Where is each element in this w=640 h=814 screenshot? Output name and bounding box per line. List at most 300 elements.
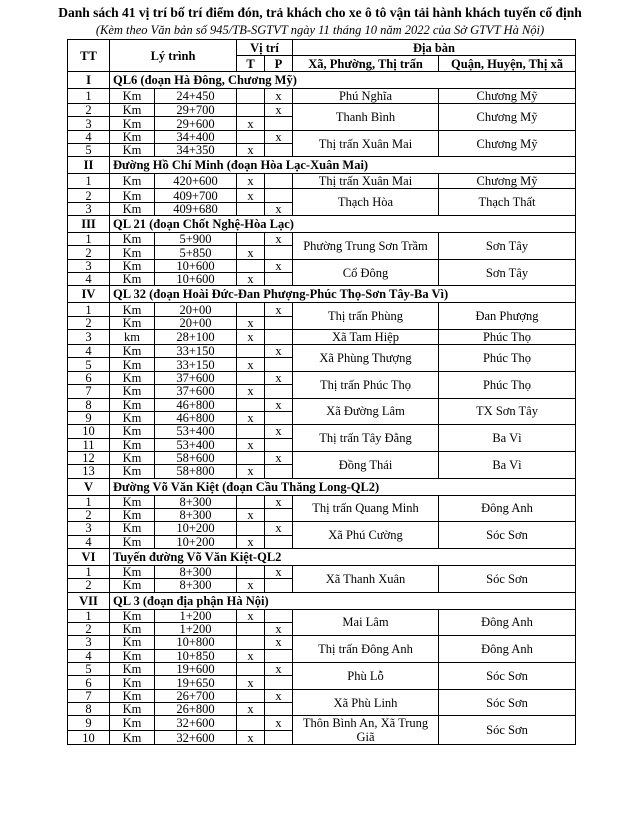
table-row <box>68 398 576 411</box>
row-number: 10 <box>68 425 110 438</box>
position-t-mark: x <box>237 144 265 157</box>
km-unit: Km <box>110 508 155 521</box>
km-unit: Km <box>110 202 155 215</box>
table-row <box>68 663 576 676</box>
row-number: 2 <box>68 246 110 259</box>
section-name: QL6 (đoạn Hà Đông, Chương Mỹ) <box>110 72 576 89</box>
section-row <box>68 286 576 303</box>
position-p-mark <box>265 676 293 689</box>
table-row <box>68 104 576 117</box>
km-value: 10+800 <box>155 636 237 649</box>
table-row <box>68 522 576 535</box>
km-unit: Km <box>110 104 155 117</box>
row-number: 2 <box>68 189 110 202</box>
header-tt: TT <box>68 40 110 72</box>
table-row <box>68 636 576 649</box>
section-name: Đường Hồ Chí Minh (đoạn Hòa Lạc-Xuân Mai) <box>110 157 576 174</box>
commune-cell: Thị trấn Xuân Mai <box>293 130 439 157</box>
km-value: 29+700 <box>155 104 237 117</box>
km-value: 29+600 <box>155 117 237 130</box>
header-ly-trinh: Lý trình <box>110 40 237 72</box>
district-cell: Sóc Sơn <box>439 565 576 592</box>
district-cell: Đan Phượng <box>439 303 576 330</box>
km-value: 53+400 <box>155 438 237 451</box>
section-number: V <box>68 478 110 495</box>
row-number: 2 <box>68 579 110 592</box>
position-p-mark: x <box>265 565 293 578</box>
km-unit: Km <box>110 233 155 246</box>
row-number: 13 <box>68 465 110 478</box>
km-value: 8+300 <box>155 579 237 592</box>
row-number: 1 <box>68 565 110 578</box>
position-p-mark <box>265 508 293 521</box>
section-number: II <box>68 157 110 174</box>
district-cell: Phúc Thọ <box>439 345 576 372</box>
table-row <box>68 233 576 246</box>
row-number: 4 <box>68 273 110 286</box>
table-row <box>68 716 576 731</box>
position-p-mark <box>265 730 293 745</box>
commune-cell: Thị trấn Phùng <box>293 303 439 330</box>
km-value: 19+650 <box>155 676 237 689</box>
section-name: Đường Võ Văn Kiệt (đoạn Cầu Thăng Long-QL2) <box>110 478 576 495</box>
km-unit: Km <box>110 89 155 104</box>
km-unit: Km <box>110 411 155 424</box>
km-unit: Km <box>110 358 155 371</box>
km-value: 34+400 <box>155 130 237 143</box>
commune-cell: Xã Đường Lâm <box>293 398 439 425</box>
district-cell: TX Sơn Tây <box>439 398 576 425</box>
position-p-mark: x <box>265 522 293 535</box>
km-unit: Km <box>110 425 155 438</box>
table-row <box>68 259 576 272</box>
header-t: T <box>237 56 265 72</box>
km-value: 33+150 <box>155 345 237 358</box>
km-unit: Km <box>110 189 155 202</box>
table-row <box>68 565 576 578</box>
km-value: 10+850 <box>155 649 237 662</box>
km-value: 1+200 <box>155 609 237 622</box>
km-unit: Km <box>110 465 155 478</box>
table-row <box>68 174 576 189</box>
km-value: 5+900 <box>155 233 237 246</box>
km-value: 58+600 <box>155 451 237 464</box>
table-row <box>68 371 576 384</box>
position-t-mark: x <box>237 385 265 398</box>
row-number: 3 <box>68 522 110 535</box>
position-p-mark: x <box>265 636 293 649</box>
row-number: 12 <box>68 451 110 464</box>
district-cell: Đông Anh <box>439 495 576 522</box>
commune-cell: Xã Tam Hiệp <box>293 330 439 345</box>
row-number: 8 <box>68 703 110 716</box>
row-number: 11 <box>68 438 110 451</box>
km-value: 10+600 <box>155 259 237 272</box>
position-t-mark <box>237 636 265 649</box>
row-number: 3 <box>68 636 110 649</box>
position-t-mark <box>237 259 265 272</box>
position-p-mark: x <box>265 398 293 411</box>
position-p-mark: x <box>265 689 293 702</box>
district-cell: Phúc Thọ <box>439 371 576 398</box>
position-p-mark <box>265 411 293 424</box>
position-t-mark <box>237 565 265 578</box>
district-cell: Sóc Sơn <box>439 716 576 745</box>
district-cell: Chương Mỹ <box>439 130 576 157</box>
position-t-mark: x <box>237 438 265 451</box>
position-p-mark <box>265 273 293 286</box>
row-number: 4 <box>68 345 110 358</box>
position-p-mark <box>265 174 293 189</box>
km-unit: km <box>110 330 155 345</box>
position-p-mark: x <box>265 371 293 384</box>
position-p-mark: x <box>265 259 293 272</box>
km-unit: Km <box>110 174 155 189</box>
position-t-mark: x <box>237 273 265 286</box>
section-row <box>68 157 576 174</box>
row-number: 5 <box>68 663 110 676</box>
district-cell: Phúc Thọ <box>439 330 576 345</box>
km-unit: Km <box>110 259 155 272</box>
position-p-mark <box>265 609 293 622</box>
district-cell: Ba Vì <box>439 425 576 452</box>
km-value: 37+600 <box>155 385 237 398</box>
table-row <box>68 609 576 622</box>
row-number: 2 <box>68 622 110 635</box>
district-cell: Đông Anh <box>439 636 576 663</box>
km-value: 420+600 <box>155 174 237 189</box>
position-p-mark: x <box>265 716 293 731</box>
section-name: QL 3 (đoạn địa phận Hà Nội) <box>110 592 576 609</box>
position-t-mark: x <box>237 703 265 716</box>
km-unit: Km <box>110 676 155 689</box>
commune-cell: Thị trấn Đông Anh <box>293 636 439 663</box>
table-row <box>68 330 576 345</box>
commune-cell: Xã Thanh Xuân <box>293 565 439 592</box>
km-unit: Km <box>110 385 155 398</box>
position-t-mark <box>237 716 265 731</box>
commune-cell: Thanh Bình <box>293 104 439 131</box>
position-p-mark <box>265 535 293 548</box>
table-row <box>68 345 576 358</box>
district-cell: Chương Mỹ <box>439 104 576 131</box>
commune-cell: Mai Lâm <box>293 609 439 636</box>
row-number: 6 <box>68 676 110 689</box>
km-value: 20+00 <box>155 316 237 329</box>
commune-cell: Đồng Thái <box>293 451 439 478</box>
position-t-mark <box>237 522 265 535</box>
position-p-mark <box>265 189 293 202</box>
row-number: 2 <box>68 316 110 329</box>
row-number: 1 <box>68 174 110 189</box>
km-value: 20+00 <box>155 303 237 316</box>
km-value: 24+450 <box>155 89 237 104</box>
document-subtitle: (Kèm theo Văn bản số 945/TB-SGTVT ngày 11 tháng 10 năm 2022 của Sở GTVT Hà Nội) <box>95 23 545 37</box>
row-number: 1 <box>68 89 110 104</box>
commune-cell: Phường Trung Sơn Trầm <box>293 233 439 260</box>
km-value: 26+700 <box>155 689 237 702</box>
row-number: 8 <box>68 398 110 411</box>
position-t-mark <box>237 104 265 117</box>
commune-cell: Thị trấn Xuân Mai <box>293 174 439 189</box>
row-number: 10 <box>68 730 110 745</box>
position-t-mark <box>237 371 265 384</box>
commune-cell: Cổ Đông <box>293 259 439 286</box>
commune-cell: Xã Phù Linh <box>293 689 439 716</box>
row-number: 2 <box>68 104 110 117</box>
km-unit: Km <box>110 663 155 676</box>
row-number: 9 <box>68 716 110 731</box>
position-t-mark: x <box>237 730 265 745</box>
km-unit: Km <box>110 636 155 649</box>
km-value: 10+200 <box>155 535 237 548</box>
position-p-mark <box>265 438 293 451</box>
position-t-mark: x <box>237 117 265 130</box>
district-cell: Thạch Thất <box>439 189 576 216</box>
section-number: I <box>68 72 110 89</box>
position-t-mark: x <box>237 316 265 329</box>
position-p-mark <box>265 117 293 130</box>
km-value: 8+300 <box>155 508 237 521</box>
position-t-mark: x <box>237 174 265 189</box>
row-number: 7 <box>68 689 110 702</box>
row-number: 4 <box>68 649 110 662</box>
position-t-mark: x <box>237 358 265 371</box>
position-t-mark: x <box>237 579 265 592</box>
km-value: 1+200 <box>155 622 237 635</box>
km-value: 10+200 <box>155 522 237 535</box>
table-row <box>68 689 576 702</box>
position-p-mark <box>265 330 293 345</box>
document-title: Danh sách 41 vị trí bố trí điểm đón, trả khách cho xe ô tô vận tải hành khách tuyến cố định <box>58 5 582 20</box>
commune-cell: Thôn Bình An, Xã Trung Giã <box>293 716 439 745</box>
position-t-mark <box>237 89 265 104</box>
position-t-mark: x <box>237 676 265 689</box>
position-p-mark: x <box>265 104 293 117</box>
commune-cell: Thị trấn Tây Đằng <box>293 425 439 452</box>
km-unit: Km <box>110 371 155 384</box>
km-unit: Km <box>110 565 155 578</box>
section-row <box>68 216 576 233</box>
km-value: 8+300 <box>155 495 237 508</box>
km-unit: Km <box>110 716 155 731</box>
position-t-mark <box>237 689 265 702</box>
km-unit: Km <box>110 730 155 745</box>
km-value: 58+800 <box>155 465 237 478</box>
km-unit: Km <box>110 689 155 702</box>
position-p-mark: x <box>265 202 293 215</box>
position-t-mark: x <box>237 189 265 202</box>
km-unit: Km <box>110 303 155 316</box>
position-t-mark <box>237 622 265 635</box>
km-unit: Km <box>110 622 155 635</box>
km-value: 37+600 <box>155 371 237 384</box>
km-unit: Km <box>110 316 155 329</box>
position-p-mark: x <box>265 451 293 464</box>
km-unit: Km <box>110 495 155 508</box>
row-number: 3 <box>68 202 110 215</box>
position-p-mark: x <box>265 130 293 143</box>
km-unit: Km <box>110 579 155 592</box>
position-t-mark <box>237 303 265 316</box>
position-p-mark <box>265 316 293 329</box>
position-t-mark <box>237 202 265 215</box>
header-xa: Xã, Phường, Thị trấn <box>293 56 439 72</box>
km-unit: Km <box>110 345 155 358</box>
km-unit: Km <box>110 273 155 286</box>
section-row <box>68 592 576 609</box>
km-unit: Km <box>110 130 155 143</box>
position-t-mark <box>237 398 265 411</box>
km-value: 409+700 <box>155 189 237 202</box>
km-unit: Km <box>110 438 155 451</box>
km-unit: Km <box>110 451 155 464</box>
position-t-mark: x <box>237 508 265 521</box>
section-number: IV <box>68 286 110 303</box>
table-row <box>68 495 576 508</box>
header-dia-ban: Địa bàn <box>293 40 576 56</box>
section-row <box>68 548 576 565</box>
km-unit: Km <box>110 649 155 662</box>
district-cell: Sóc Sơn <box>439 663 576 690</box>
position-t-mark: x <box>237 535 265 548</box>
row-number: 3 <box>68 117 110 130</box>
km-value: 46+800 <box>155 398 237 411</box>
position-p-mark <box>265 579 293 592</box>
km-unit: Km <box>110 117 155 130</box>
table-row <box>68 451 576 464</box>
position-t-mark: x <box>237 330 265 345</box>
position-p-mark: x <box>265 89 293 104</box>
position-p-mark: x <box>265 663 293 676</box>
position-p-mark: x <box>265 233 293 246</box>
km-value: 409+680 <box>155 202 237 215</box>
district-cell: Sơn Tây <box>439 259 576 286</box>
km-unit: Km <box>110 246 155 259</box>
position-t-mark: x <box>237 246 265 259</box>
table-row <box>68 130 576 143</box>
district-cell: Chương Mỹ <box>439 89 576 104</box>
km-unit: Km <box>110 609 155 622</box>
row-number: 2 <box>68 508 110 521</box>
km-value: 53+400 <box>155 425 237 438</box>
km-value: 34+350 <box>155 144 237 157</box>
header-vi-tri: Vị trí <box>237 40 293 56</box>
table-row <box>68 89 576 104</box>
table-row <box>68 303 576 316</box>
position-t-mark <box>237 425 265 438</box>
section-row <box>68 478 576 495</box>
header-quan: Quận, Huyện, Thị xã <box>439 56 576 72</box>
commune-cell: Thị trấn Phúc Thọ <box>293 371 439 398</box>
row-number: 3 <box>68 330 110 345</box>
row-number: 6 <box>68 371 110 384</box>
section-name: Tuyến đường Võ Văn Kiệt-QL2 <box>110 548 576 565</box>
km-value: 46+800 <box>155 411 237 424</box>
row-number: 1 <box>68 495 110 508</box>
km-value: 26+800 <box>155 703 237 716</box>
commune-cell: Thạch Hòa <box>293 189 439 216</box>
position-p-mark: x <box>265 303 293 316</box>
section-number: III <box>68 216 110 233</box>
km-value: 5+850 <box>155 246 237 259</box>
position-t-mark <box>237 663 265 676</box>
position-t-mark: x <box>237 411 265 424</box>
section-name: QL 21 (đoạn Chốt Nghệ-Hòa Lạc) <box>110 216 576 233</box>
commune-cell: Thị trấn Quang Minh <box>293 495 439 522</box>
row-number: 1 <box>68 303 110 316</box>
position-p-mark <box>265 246 293 259</box>
km-unit: Km <box>110 535 155 548</box>
section-number: VI <box>68 548 110 565</box>
district-cell: Sơn Tây <box>439 233 576 260</box>
row-number: 4 <box>68 130 110 143</box>
position-p-mark <box>265 358 293 371</box>
position-t-mark <box>237 345 265 358</box>
km-value: 32+600 <box>155 716 237 731</box>
district-cell: Chương Mỹ <box>439 174 576 189</box>
commune-cell: Phù Lỗ <box>293 663 439 690</box>
row-number: 1 <box>68 609 110 622</box>
km-unit: Km <box>110 398 155 411</box>
position-p-mark <box>265 144 293 157</box>
km-unit: Km <box>110 703 155 716</box>
km-value: 32+600 <box>155 730 237 745</box>
row-number: 5 <box>68 358 110 371</box>
km-value: 19+600 <box>155 663 237 676</box>
row-number: 1 <box>68 233 110 246</box>
commune-cell: Xã Phùng Thượng <box>293 345 439 372</box>
district-cell: Ba Vì <box>439 451 576 478</box>
position-t-mark <box>237 233 265 246</box>
km-value: 28+100 <box>155 330 237 345</box>
district-cell: Đông Anh <box>439 609 576 636</box>
header-p: P <box>265 56 293 72</box>
position-p-mark <box>265 703 293 716</box>
row-number: 5 <box>68 144 110 157</box>
position-p-mark: x <box>265 622 293 635</box>
position-t-mark <box>237 495 265 508</box>
position-p-mark <box>265 465 293 478</box>
km-value: 10+600 <box>155 273 237 286</box>
row-number: 9 <box>68 411 110 424</box>
commune-cell: Phú Nghĩa <box>293 89 439 104</box>
section-row <box>68 72 576 89</box>
position-t-mark <box>237 130 265 143</box>
row-number: 4 <box>68 535 110 548</box>
row-number: 7 <box>68 385 110 398</box>
km-value: 8+300 <box>155 565 237 578</box>
section-name: QL 32 (đoạn Hoài Đức-Đan Phượng-Phúc Thọ-Sơn Tây-Ba Vì) <box>110 286 576 303</box>
table-body <box>68 72 576 745</box>
locations-table <box>67 39 576 745</box>
table-row <box>68 425 576 438</box>
position-p-mark: x <box>265 345 293 358</box>
position-p-mark <box>265 385 293 398</box>
district-cell: Sóc Sơn <box>439 689 576 716</box>
section-number: VII <box>68 592 110 609</box>
commune-cell: Xã Phú Cường <box>293 522 439 549</box>
position-p-mark <box>265 649 293 662</box>
table-row <box>68 189 576 202</box>
position-p-mark: x <box>265 425 293 438</box>
position-t-mark: x <box>237 465 265 478</box>
km-value: 33+150 <box>155 358 237 371</box>
position-p-mark: x <box>265 495 293 508</box>
district-cell: Sóc Sơn <box>439 522 576 549</box>
position-t-mark <box>237 451 265 464</box>
position-t-mark: x <box>237 609 265 622</box>
